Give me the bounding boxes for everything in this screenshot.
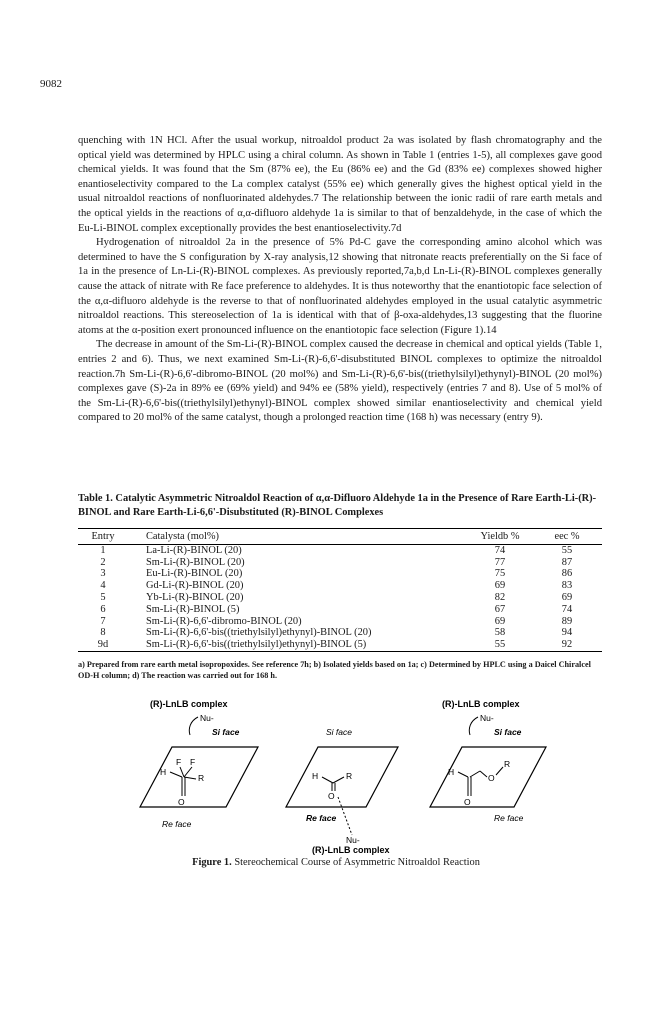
cell-yield: 58: [494, 627, 506, 639]
left-si-face-label: Si face: [212, 727, 240, 737]
cell-ee: 83: [561, 580, 573, 592]
cell-ee: 94: [561, 627, 573, 639]
cell-ee: 86: [561, 568, 573, 580]
right-bond: [480, 771, 487, 777]
cell-ee: 55: [561, 544, 573, 556]
table-row: [78, 557, 602, 569]
middle-plane: [286, 747, 398, 807]
left-nu-label: Nu-: [200, 713, 214, 723]
table-row: [78, 627, 602, 639]
cell-ee: 92: [532, 639, 602, 651]
cell-catalyst: Sm-Li-(R)-6,6'-bis((triethylsilyl)ethynyl)-BINOL (5): [128, 639, 468, 651]
left-atom-o: O: [178, 797, 185, 807]
table-row: [78, 544, 602, 556]
right-re-face-label: Re face: [494, 813, 524, 823]
paragraph-3: The decrease in amount of the Sm-Li-(R)-BINOL complex caused the decrease in chemical and optical yields (Table 1, entries 2 and 6). Thus, we next examined Sm-Li-(R)-6,6'-disubstituted BINOL complexes to optimize the nitroaldol reaction.7h Sm-Li-(R)-6,6'-dibromo-BINOL (20 mol%) and Sm-Li-(R)-6,6'-bis((triethylsilyl)ethynyl)-BINOL (20 mol%) complexes gave (S)-2a in 89% ee (69% yield) and 94% ee (58% yield), respectively (entries 7 and 8). Use of 5 mol% of the Sm-Li-(R)-6,6'-bis((triethylsilyl)ethynyl)-BINOL complex showed similar enantioselectivity and chemical yield compared to 20 mol% of the same catalyst, though a prolonged reaction time (168 h) was necessary (entry 9).: [78, 339, 602, 424]
cell-yield: 75: [494, 568, 506, 580]
middle-bond: [322, 777, 333, 783]
cell-catalyst: La-Li-(R)-BINOL (20): [146, 544, 242, 556]
middle-atom-h: H: [312, 771, 319, 781]
left-atom-f1: F: [176, 757, 182, 767]
header-yield: Yieldb %: [468, 529, 532, 545]
cell-yield: 55: [468, 639, 532, 651]
table-header-row: [78, 529, 602, 545]
middle-bond: [333, 777, 344, 783]
right-atom-h: H: [448, 767, 455, 777]
header-ee: eec %: [532, 529, 602, 545]
cell-catalyst: Eu-Li-(R)-BINOL (20): [146, 568, 243, 580]
cell-entry: 1: [100, 544, 106, 556]
cell-catalyst: Sm-Li-(R)-BINOL (20): [146, 556, 245, 568]
cell-entry: 9d: [78, 639, 128, 651]
cell-entry: 5: [100, 591, 106, 603]
figure-caption: [0, 857, 672, 868]
middle-atom-o: O: [328, 791, 335, 801]
middle-nu-label: Nu-: [346, 835, 360, 845]
table-row: [78, 580, 602, 592]
table-row: [78, 604, 602, 616]
left-scheme: [140, 699, 258, 829]
stereochemistry-figure: [90, 695, 590, 855]
table-footnote: a) Prepared from rare earth metal isopropoxides. See reference 7h; b) Isolated yields based on 1a; c) Determined by HPLC using a Daicel Chiralcel OD-H column; d) The reaction was carried out for 168 h.: [78, 660, 591, 680]
right-bond: [470, 771, 480, 777]
header-catalyst: Catalysta (mol%): [128, 529, 468, 545]
left-bond: [184, 767, 192, 777]
right-bond: [496, 767, 503, 775]
cell-yield: 69: [494, 580, 506, 592]
page-number: 9082: [40, 78, 62, 90]
cell-catalyst: Sm-Li-(R)-BINOL (5): [146, 603, 240, 615]
cell-yield: 74: [494, 544, 506, 556]
cell-ee: 87: [561, 556, 573, 568]
left-bond: [184, 777, 196, 779]
middle-complex-label: (R)-LnLB complex: [312, 845, 390, 855]
cell-catalyst: Sm-Li-(R)-6,6'-dibromo-BINOL (20): [146, 615, 302, 627]
left-bond: [180, 767, 184, 777]
middle-si-face-label: Si face: [326, 727, 352, 737]
table-row: [78, 616, 602, 628]
cell-catalyst: Yb-Li-(R)-BINOL (20): [146, 591, 244, 603]
right-attack-arrow: [469, 717, 478, 735]
paragraph-2: Hydrogenation of nitroaldol 2a in the presence of 5% Pd-C gave the corresponding amino alcohol which was determined to have the S configuration by X-ray analysis,12 showing that nitronate reacts preferentially on the Si face of 1a in the presence of Ln-Li-(R)-BINOL complexes. As previously reported,7a,b,d Ln-Li-(R)-BINOL complexes generally cause the attack of nitrate with Re face preference to aldehydes. It is thus noteworthy that the enantiotopic face selection of the α,α-difluoro aldehyde is the reverse to that of nonfluorinated aldehydes employed in the usual catalytic asymmetric nitroaldol reactions. This stereoselection of 1a is identical with that of β-oxa-aldehydes,13 suggesting that the fluorine atoms at the α-position exert pronounced influence on the enantiotopic face selection (Figure 1).14: [78, 237, 602, 336]
cell-yield: 69: [494, 615, 506, 627]
table-row: [78, 568, 602, 580]
right-atom-o-ether: O: [488, 773, 495, 783]
left-complex-label: (R)-LnLB complex: [150, 699, 228, 709]
cell-yield: 77: [494, 556, 506, 568]
table-caption: Table 1. Catalytic Asymmetric Nitroaldol Reaction of α,α-Difluoro Aldehyde 1a in the Presence of Rare Earth-Li-(R)-BINOL and Rare Earth-Li-6,6'-Disubstituted (R)-BINOL Complexes: [78, 493, 597, 518]
middle-attack-arrow: [338, 797, 352, 835]
right-nu-label: Nu-: [480, 713, 494, 723]
cell-ee: 89: [561, 615, 573, 627]
table-row: [78, 592, 602, 604]
left-atom-r: R: [198, 773, 205, 783]
cell-ee: 69: [561, 591, 573, 603]
cell-entry: 4: [100, 580, 106, 592]
cell-entry: 3: [100, 568, 106, 580]
right-complex-label: (R)-LnLB complex: [442, 699, 520, 709]
left-re-face-label: Re face: [162, 819, 192, 829]
cell-entry: 6: [100, 603, 106, 615]
figure-caption-label: Figure 1.: [192, 857, 232, 868]
right-atom-r: R: [504, 759, 511, 769]
cell-entry: 7: [100, 615, 106, 627]
left-atom-f2: F: [190, 757, 196, 767]
cell-yield: 82: [494, 591, 506, 603]
left-bond: [170, 772, 182, 777]
cell-ee: 74: [561, 603, 573, 615]
left-atom-h: H: [160, 767, 167, 777]
table-row: [78, 639, 602, 651]
right-bond: [458, 772, 468, 777]
cell-yield: 67: [494, 603, 506, 615]
header-entry: Entry: [78, 529, 128, 545]
paragraph-1: quenching with 1N HCl. After the usual workup, nitroaldol product 2a was isolated by flash chromatography and the optical yield was determined by HPLC using a chiral column. As shown in Table 1 (entries 1-5), all complexes gave good chemical yields. It was found that the Sm (87% ee), the Eu (86% ee) and the Gd (83% ee) complexes showed higher enantioselectivity compared to the La complex catalyst (55% ee) which generally gives the highest optical yield in the usual nitroaldol reactions of nonfluorinated aldehydes.7 The relationship between the ionic radii of rare earth metals and the optical yields in the reactions of α,α-difluoro aldehyde 1a is similar to that of benzaldehyde, in the case of which the Eu-Li-BINOL complex exceptionally provides the best enantioselectivity.7d: [78, 135, 602, 234]
results-table: [78, 528, 602, 652]
right-scheme: [430, 699, 546, 823]
cell-entry: 2: [100, 556, 106, 568]
cell-catalyst: Gd-Li-(R)-BINOL (20): [146, 580, 244, 592]
left-attack-arrow: [189, 717, 198, 735]
cell-catalyst: Sm-Li-(R)-6,6'-bis((triethylsilyl)ethynyl)-BINOL (20): [146, 627, 372, 639]
figure-caption-text: Stereochemical Course of Asymmetric Nitroaldol Reaction: [234, 857, 480, 868]
middle-re-face-label: Re face: [306, 813, 337, 823]
right-si-face-label: Si face: [494, 727, 522, 737]
middle-atom-r: R: [346, 771, 353, 781]
right-atom-o: O: [464, 797, 471, 807]
body-text: [78, 134, 602, 426]
middle-scheme: [286, 727, 398, 855]
cell-entry: 8: [100, 627, 106, 639]
